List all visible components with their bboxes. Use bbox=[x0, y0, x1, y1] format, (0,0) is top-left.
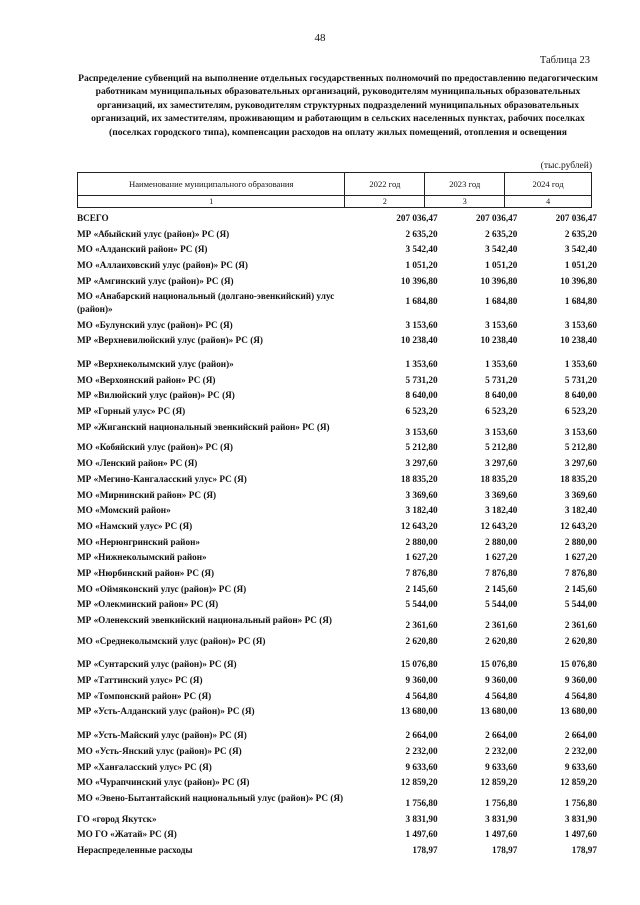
value-2022: 18 835,20 bbox=[400, 473, 438, 484]
value-2023: 1 497,60 bbox=[485, 829, 518, 840]
value-2024: 6 523,20 bbox=[564, 406, 597, 417]
value-2024: 1 051,20 bbox=[564, 260, 597, 271]
value-2022: 1 684,80 bbox=[405, 296, 438, 307]
value-2022: 2 635,20 bbox=[405, 228, 438, 239]
table-label: Таблица 23 bbox=[539, 55, 590, 66]
table-row bbox=[77, 520, 597, 533]
table-row bbox=[77, 243, 597, 256]
value-2023: 8 640,00 bbox=[485, 390, 518, 401]
table-header bbox=[77, 172, 592, 208]
value-2023: 13 680,00 bbox=[480, 706, 518, 717]
value-2024: 4 564,80 bbox=[564, 690, 597, 701]
value-2022: 1 756,80 bbox=[405, 797, 438, 808]
row-name: МО «Среднеколымский улус (район)» РС (Я) bbox=[77, 635, 266, 646]
value-2024: 2 635,20 bbox=[564, 228, 597, 239]
row-spacer bbox=[77, 721, 597, 729]
row-name: МР «Нижнеколымский район» bbox=[77, 552, 207, 563]
header-num-1: 1 bbox=[78, 196, 345, 208]
value-2024: 5 544,00 bbox=[564, 599, 597, 610]
row-name: МР «Усть-Майский улус (район)» РС (Я) bbox=[77, 730, 247, 741]
table-row bbox=[77, 334, 597, 347]
row-name: МО «Кобяйский улус (район)» РС (Я) bbox=[77, 442, 233, 453]
value-2024: 10 238,40 bbox=[560, 335, 597, 346]
value-2022: 8 640,00 bbox=[405, 390, 438, 401]
value-2024: 9 360,00 bbox=[564, 675, 597, 686]
row-name: МР «Абыйский улус (район)» РС (Я) bbox=[77, 228, 230, 239]
header-2022: 2022 год bbox=[345, 173, 425, 196]
value-2022: 3 153,60 bbox=[405, 426, 438, 437]
table-row bbox=[77, 212, 597, 225]
value-2022: 3 542,40 bbox=[405, 244, 438, 255]
table-row bbox=[77, 658, 597, 671]
value-2022: 2 361,60 bbox=[405, 620, 438, 630]
value-2023: 1 756,80 bbox=[485, 797, 518, 808]
value-2023: 2 880,00 bbox=[485, 536, 518, 547]
value-2024: 5 212,80 bbox=[564, 442, 597, 453]
value-2024: 2 232,00 bbox=[564, 745, 597, 756]
value-2023: 2 361,60 bbox=[485, 620, 518, 630]
table-row bbox=[77, 729, 597, 742]
value-2022: 1 497,60 bbox=[405, 829, 438, 840]
table-row bbox=[77, 473, 597, 486]
units-label: (тыс.рублей) bbox=[540, 161, 592, 171]
table-body bbox=[77, 212, 597, 860]
row-name: МО «Аллаиховский улус (район)» РС (Я) bbox=[77, 260, 248, 271]
value-2023: 3 153,60 bbox=[485, 319, 518, 330]
value-2022: 1 353,60 bbox=[405, 359, 438, 369]
table-row bbox=[77, 761, 597, 774]
value-2023: 9 360,00 bbox=[485, 675, 518, 686]
row-name: МО «Усть-Янский улус (район)» РС (Я) bbox=[77, 745, 242, 756]
value-2023: 2 620,80 bbox=[485, 635, 518, 646]
header-num-2: 2 bbox=[345, 196, 425, 208]
value-2024: 1 756,80 bbox=[564, 797, 597, 808]
value-2023: 3 542,40 bbox=[485, 244, 518, 255]
value-2024: 9 633,60 bbox=[564, 761, 597, 772]
row-name: Нераспределенные расходы bbox=[77, 844, 193, 855]
row-name: МО «Анабарский национальный (долгано-эвенкийский) улус (район)» bbox=[77, 291, 335, 314]
value-2022: 10 396,80 bbox=[400, 275, 438, 286]
header-name: Наименование муниципального образования bbox=[78, 173, 345, 196]
value-2024: 207 036,47 bbox=[555, 213, 597, 223]
table-row bbox=[77, 690, 597, 703]
row-name: МР «Олекминский район» РС (Я) bbox=[77, 599, 219, 610]
value-2024: 2 664,00 bbox=[564, 730, 597, 741]
row-name: МО «Момский район» bbox=[77, 505, 171, 516]
value-2022: 2 880,00 bbox=[405, 536, 438, 547]
value-2022: 3 831,90 bbox=[405, 813, 438, 824]
value-2023: 5 544,00 bbox=[485, 599, 518, 610]
row-name: ВСЕГО bbox=[77, 213, 109, 223]
row-name: МР «Верхневилюйский улус (район)» РС (Я) bbox=[77, 335, 263, 346]
value-2024: 3 182,40 bbox=[564, 505, 597, 516]
value-2022: 3 297,60 bbox=[405, 458, 438, 469]
value-2022: 13 680,00 bbox=[400, 706, 438, 717]
row-name: МР «Таттинский улус» РС (Я) bbox=[77, 675, 203, 686]
table-row bbox=[77, 228, 597, 241]
row-name: МО «Намский улус» РС (Я) bbox=[77, 520, 193, 531]
row-spacer bbox=[77, 350, 597, 358]
value-2024: 2 145,60 bbox=[564, 583, 597, 594]
value-2023: 3 831,90 bbox=[485, 813, 518, 824]
value-2024: 18 835,20 bbox=[560, 473, 597, 484]
value-2024: 3 831,90 bbox=[564, 813, 597, 824]
table-row bbox=[77, 290, 597, 315]
row-name: МР «Вилюйский улус (район)» РС (Я) bbox=[77, 390, 235, 401]
table-row bbox=[77, 635, 597, 648]
value-2022: 4 564,80 bbox=[405, 690, 438, 701]
value-2024: 2 361,60 bbox=[564, 620, 597, 630]
row-name: МО «Ленский район» РС (Я) bbox=[77, 458, 198, 469]
row-name: МР «Оленекский эвенкийский национальный район» РС (Я) bbox=[77, 615, 332, 625]
value-2022: 15 076,80 bbox=[400, 659, 438, 670]
value-2022: 9 360,00 bbox=[405, 675, 438, 686]
value-2024: 3 369,60 bbox=[564, 489, 597, 500]
value-2022: 9 633,60 bbox=[405, 761, 438, 772]
value-2023: 1 684,80 bbox=[485, 296, 518, 307]
value-2024: 8 640,00 bbox=[564, 390, 597, 401]
value-2024: 15 076,80 bbox=[560, 659, 597, 670]
value-2022: 3 182,40 bbox=[405, 505, 438, 516]
value-2024: 1 497,60 bbox=[564, 829, 597, 840]
value-2022: 3 369,60 bbox=[405, 489, 438, 500]
value-2022: 10 238,40 bbox=[400, 335, 438, 346]
value-2023: 10 396,80 bbox=[480, 275, 518, 286]
table-row bbox=[77, 319, 597, 332]
table-row bbox=[77, 457, 597, 470]
row-name: МР «Усть-Алданский улус (район)» РС (Я) bbox=[77, 706, 255, 717]
value-2024: 12 643,20 bbox=[560, 520, 597, 531]
table-row bbox=[77, 358, 597, 371]
value-2022: 12 859,20 bbox=[400, 777, 438, 788]
table-row bbox=[77, 674, 597, 687]
row-name: МР «Жиганский национальный эвенкийский район» РС (Я) bbox=[77, 421, 330, 432]
value-2024: 178,97 bbox=[571, 844, 597, 855]
value-2023: 3 182,40 bbox=[485, 505, 518, 516]
table-row bbox=[77, 441, 597, 454]
value-2022: 5 544,00 bbox=[405, 599, 438, 610]
value-2022: 5 731,20 bbox=[405, 374, 438, 385]
row-name: МО «Чурапчинский улус (район)» РС (Я) bbox=[77, 777, 250, 788]
table-row bbox=[77, 614, 597, 632]
value-2023: 3 369,60 bbox=[485, 489, 518, 500]
row-name: МО «Верхоянский район» РС (Я) bbox=[77, 374, 216, 385]
value-2024: 5 731,20 bbox=[564, 374, 597, 385]
value-2024: 3 153,60 bbox=[564, 426, 597, 437]
value-2023: 6 523,20 bbox=[485, 406, 518, 417]
header-2023: 2023 год bbox=[425, 173, 505, 196]
value-2022: 3 153,60 bbox=[405, 319, 438, 330]
value-2023: 2 145,60 bbox=[485, 583, 518, 594]
value-2023: 9 633,60 bbox=[485, 761, 518, 772]
table-row bbox=[77, 828, 597, 841]
row-name: МО «Нерюнгринский район» bbox=[77, 536, 200, 547]
value-2023: 2 664,00 bbox=[485, 730, 518, 741]
table-row bbox=[77, 374, 597, 387]
row-name: МР «Горный улус» РС (Я) bbox=[77, 406, 186, 417]
value-2022: 178,97 bbox=[412, 844, 438, 855]
row-name: МР «Томпонский район» РС (Я) bbox=[77, 690, 212, 701]
table-row bbox=[77, 792, 597, 810]
header-num-3: 3 bbox=[425, 196, 505, 208]
table-row bbox=[77, 567, 597, 580]
row-name: МО «Оймяконский улус (район)» РС (Я) bbox=[77, 583, 247, 594]
value-2023: 7 876,80 bbox=[485, 567, 518, 578]
table-row bbox=[77, 421, 597, 439]
value-2022: 2 664,00 bbox=[405, 730, 438, 741]
row-name: МР «Верхнеколымский улус (район)» bbox=[77, 359, 234, 369]
value-2023: 178,97 bbox=[492, 844, 518, 855]
value-2023: 10 238,40 bbox=[480, 335, 518, 346]
value-2023: 4 564,80 bbox=[485, 690, 518, 701]
value-2023: 15 076,80 bbox=[480, 659, 518, 670]
value-2024: 1 353,60 bbox=[564, 359, 597, 369]
value-2022: 2 145,60 bbox=[405, 583, 438, 594]
value-2022: 207 036,47 bbox=[396, 213, 438, 223]
row-name: МР «Нюрбинский район» РС (Я) bbox=[77, 567, 215, 578]
value-2023: 18 835,20 bbox=[480, 473, 518, 484]
value-2023: 2 232,00 bbox=[485, 745, 518, 756]
value-2024: 13 680,00 bbox=[560, 706, 597, 717]
table-row bbox=[77, 844, 597, 857]
table-row bbox=[77, 776, 597, 789]
value-2023: 1 353,60 bbox=[485, 359, 518, 369]
value-2024: 3 153,60 bbox=[564, 319, 597, 330]
value-2024: 12 859,20 bbox=[560, 777, 597, 788]
document-title: Распределение субвенций на выполнение отдельных государственных полномочий по предоставлению педагогическим работникам муниципальных образовательных организаций, руководителям муниципальных образовательных организаций, их заместителям, руководителям структурных подразделений муниципальных образовательных организаций, их заместителям, проживающим и работающим в сельских населенных пунктах, рабочих поселках (поселках городского типа), компенсации расходов на оплату жилых помещений, отопления и освещения bbox=[78, 73, 598, 138]
value-2023: 3 153,60 bbox=[485, 426, 518, 437]
row-name: МО «Булунский улус (район)» РС (Я) bbox=[77, 319, 233, 330]
header-num-4: 4 bbox=[505, 196, 592, 208]
row-name: МР «Мегино-Кангаласский улус» РС (Я) bbox=[77, 473, 247, 484]
value-2023: 1 627,20 bbox=[485, 552, 518, 563]
row-name: МО «Эвено-Бытантайский национальный улус (район)» РС (Я) bbox=[77, 792, 344, 803]
row-name: МО ГО «Жатай» РС (Я) bbox=[77, 829, 177, 840]
value-2022: 1 051,20 bbox=[405, 260, 438, 271]
page-number: 48 bbox=[314, 32, 326, 44]
table-row bbox=[77, 405, 597, 418]
table-row bbox=[77, 259, 597, 272]
value-2024: 3 542,40 bbox=[564, 244, 597, 255]
table-row bbox=[77, 598, 597, 611]
table-row bbox=[77, 705, 597, 718]
table-row bbox=[77, 504, 597, 517]
value-2023: 12 859,20 bbox=[480, 777, 518, 788]
value-2023: 12 643,20 bbox=[480, 520, 518, 531]
row-name: МО «Алданский район» РС (Я) bbox=[77, 244, 208, 255]
value-2023: 5 731,20 bbox=[485, 374, 518, 385]
value-2024: 1 627,20 bbox=[564, 552, 597, 563]
value-2024: 1 684,80 bbox=[564, 296, 597, 307]
row-spacer bbox=[77, 650, 597, 658]
value-2023: 207 036,47 bbox=[475, 213, 518, 223]
value-2024: 3 297,60 bbox=[564, 458, 597, 469]
value-2024: 7 876,80 bbox=[564, 567, 597, 578]
table-row bbox=[77, 489, 597, 502]
value-2022: 6 523,20 bbox=[405, 406, 438, 417]
table-row bbox=[77, 551, 597, 564]
table-row bbox=[77, 583, 597, 596]
row-name: МР «Амгинский улус (район)» РС (Я) bbox=[77, 275, 234, 286]
row-name: ГО «город Якутск» bbox=[77, 813, 157, 824]
value-2023: 3 297,60 bbox=[485, 458, 518, 469]
value-2023: 1 051,20 bbox=[485, 260, 518, 271]
row-name: МО «Мирнинский район» РС (Я) bbox=[77, 489, 217, 500]
value-2023: 5 212,80 bbox=[485, 442, 518, 453]
table-row bbox=[77, 813, 597, 826]
value-2022: 2 620,80 bbox=[405, 635, 438, 646]
value-2024: 10 396,80 bbox=[560, 275, 597, 286]
table-row bbox=[77, 275, 597, 288]
table-row bbox=[77, 745, 597, 758]
value-2022: 1 627,20 bbox=[405, 552, 438, 563]
value-2022: 12 643,20 bbox=[400, 520, 438, 531]
value-2022: 2 232,00 bbox=[405, 745, 438, 756]
row-name: МР «Ханғаласский улус» РС (Я) bbox=[77, 761, 212, 772]
row-name: МР «Сунтарский улус (район)» РС (Я) bbox=[77, 659, 237, 670]
value-2024: 2 620,80 bbox=[564, 635, 597, 646]
table-row bbox=[77, 536, 597, 549]
table-row bbox=[77, 389, 597, 402]
value-2022: 7 876,80 bbox=[405, 567, 438, 578]
value-2023: 2 635,20 bbox=[485, 228, 518, 239]
value-2022: 5 212,80 bbox=[405, 442, 438, 453]
header-2024: 2024 год bbox=[505, 173, 592, 196]
value-2024: 2 880,00 bbox=[564, 536, 597, 547]
